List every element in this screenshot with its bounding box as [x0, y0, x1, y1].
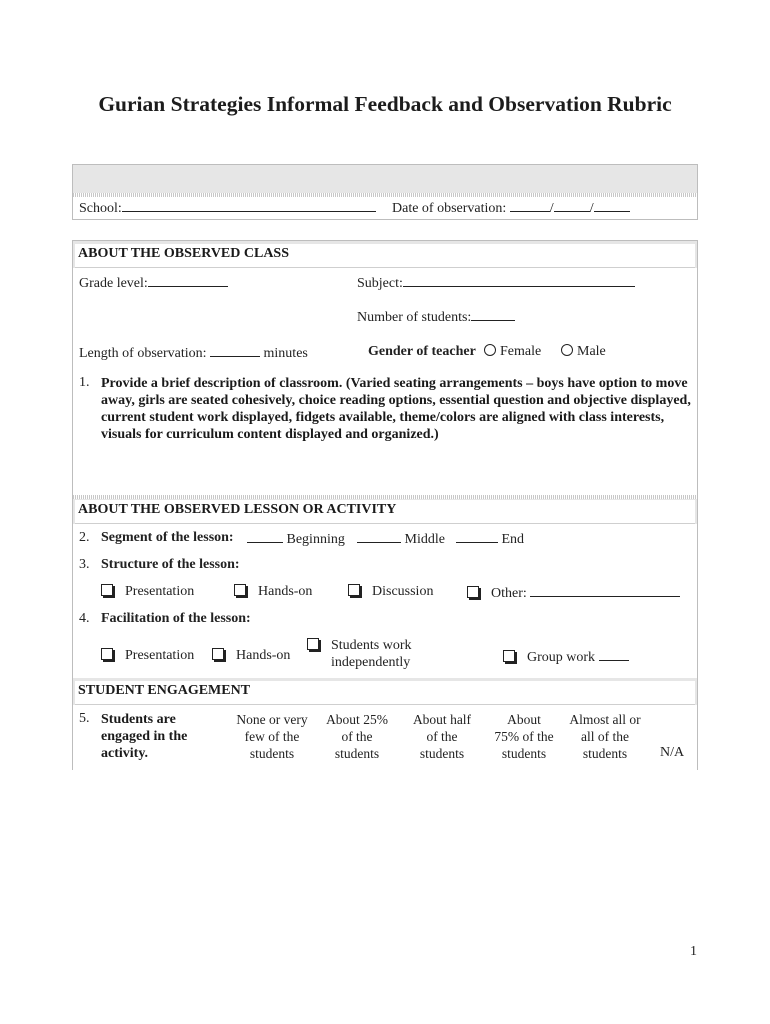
gender-label: Gender of teacher — [368, 344, 476, 359]
question-4-number: 4. — [79, 611, 90, 626]
subject-label: Subject: — [357, 276, 403, 291]
segment-end[interactable] — [456, 530, 524, 548]
section-heading-class: ABOUT THE OBSERVED CLASS — [75, 244, 695, 268]
question-1-number: 1. — [79, 375, 90, 390]
female-option[interactable] — [478, 344, 541, 360]
male-label: Male — [577, 344, 606, 359]
question-5-number: 5. — [79, 711, 90, 726]
page-title: Gurian Strategies Informal Feedback and Observation Rubric — [98, 92, 672, 116]
number-of-students-field[interactable] — [357, 308, 515, 326]
scale-option-text: students — [501, 746, 547, 761]
option-label: Other: — [491, 586, 527, 601]
number-of-students-label: Number of students: — [357, 310, 472, 325]
female-label: Female — [500, 344, 542, 359]
middle-label: Middle — [404, 532, 445, 547]
date-label: Date of observation: — [392, 201, 507, 216]
option-label: Hands-on — [258, 584, 313, 599]
scale-option-text: students — [334, 746, 380, 761]
question-5-label-line: Students are — [101, 712, 176, 727]
facilitation-option-presentation[interactable] — [101, 648, 194, 664]
scale-option-text: of the — [426, 729, 458, 744]
facilitation-option-students-work-line2: independently — [331, 655, 411, 670]
date-separator: / — [589, 201, 594, 216]
scale-option-half[interactable] — [402, 711, 482, 762]
divider — [73, 193, 697, 197]
option-label: Discussion — [372, 584, 434, 599]
radio-icon — [484, 344, 496, 356]
facilitation-option-hands-on[interactable] — [212, 648, 290, 664]
school-field[interactable] — [79, 199, 376, 217]
checkbox-icon — [212, 648, 224, 660]
facilitation-option-group-work[interactable] — [503, 648, 629, 666]
option-label: Students work — [331, 638, 412, 653]
gender-of-teacher-field — [368, 344, 476, 360]
structure-option-discussion[interactable] — [348, 584, 433, 600]
scale-option-none[interactable] — [228, 711, 316, 762]
school-label: School: — [79, 201, 122, 216]
grade-level-label: Grade level: — [79, 276, 148, 291]
scale-option-text: students — [582, 746, 628, 761]
scale-option-na[interactable]: N/A — [660, 745, 685, 760]
scale-option-text: students — [249, 746, 295, 761]
question-3-label: Structure of the lesson: — [101, 557, 240, 572]
scale-option-almost-all[interactable] — [562, 711, 648, 762]
segment-beginning[interactable] — [247, 530, 345, 548]
scale-option-text: 75% of the — [494, 729, 554, 744]
scale-option-text: About half — [412, 712, 472, 727]
option-label: Hands-on — [236, 648, 291, 663]
option-label: Presentation — [125, 648, 195, 663]
question-5-label-line: engaged in the — [101, 729, 188, 744]
beginning-label: Beginning — [286, 532, 345, 547]
option-label: Group work — [527, 650, 596, 665]
scale-option-text: Almost all or — [569, 712, 641, 727]
male-option[interactable] — [555, 344, 606, 360]
minutes-label: minutes — [263, 346, 308, 361]
checkbox-icon — [503, 650, 515, 662]
radio-icon — [561, 344, 573, 356]
scale-option-text: About — [507, 712, 541, 727]
question-2-number: 2. — [79, 530, 90, 545]
page-number: 1 — [690, 944, 697, 959]
end-label: End — [501, 532, 525, 547]
subject-field[interactable] — [357, 274, 635, 292]
scale-option-text: few of the — [244, 729, 300, 744]
question-5-label-line: activity. — [101, 746, 149, 761]
length-of-observation-field[interactable] — [79, 344, 308, 362]
section-heading-lesson: ABOUT THE OBSERVED LESSON OR ACTIVITY — [75, 500, 695, 524]
question-3-number: 3. — [79, 557, 90, 572]
scale-option-25[interactable] — [317, 711, 397, 762]
checkbox-icon — [101, 648, 113, 660]
checkbox-icon — [348, 584, 360, 596]
checkbox-icon — [307, 638, 319, 650]
option-label: Presentation — [125, 584, 195, 599]
structure-option-hands-on[interactable] — [234, 584, 312, 600]
section-heading-engagement: STUDENT ENGAGEMENT — [75, 681, 695, 705]
length-label: Length of observation: — [79, 346, 207, 361]
date-separator: / — [549, 201, 554, 216]
school-date-header-shading — [73, 165, 697, 195]
scale-option-text: of the — [341, 729, 373, 744]
scale-option-text: About 25% — [326, 712, 388, 727]
scale-option-text: None or very — [236, 712, 308, 727]
question-4-label: Facilitation of the lesson: — [101, 611, 251, 626]
facilitation-option-students-work[interactable] — [307, 638, 412, 654]
scale-option-text: students — [419, 746, 465, 761]
grade-level-field[interactable] — [79, 274, 228, 292]
scale-option-75[interactable] — [484, 711, 564, 762]
date-field[interactable] — [392, 199, 630, 217]
structure-option-presentation[interactable] — [101, 584, 194, 600]
checkbox-icon — [101, 584, 113, 596]
scale-option-text: all of the — [581, 729, 629, 744]
structure-option-other[interactable] — [467, 584, 680, 602]
question-5-label — [101, 711, 211, 762]
question-1-text: Provide a brief description of classroom. (Varied seating arrangements – boys have option to move away, girls are seated cohesively, choice reading options, essential question and objective displayed, current student work displayed, fidgets available, theme/colors are aligned with class interests, visuals for curriculum content displayed and organized.) — [101, 376, 691, 442]
question-2-label: Segment of the lesson: — [101, 530, 234, 545]
checkbox-icon — [467, 586, 479, 598]
segment-middle[interactable] — [357, 530, 445, 548]
checkbox-icon — [234, 584, 246, 596]
